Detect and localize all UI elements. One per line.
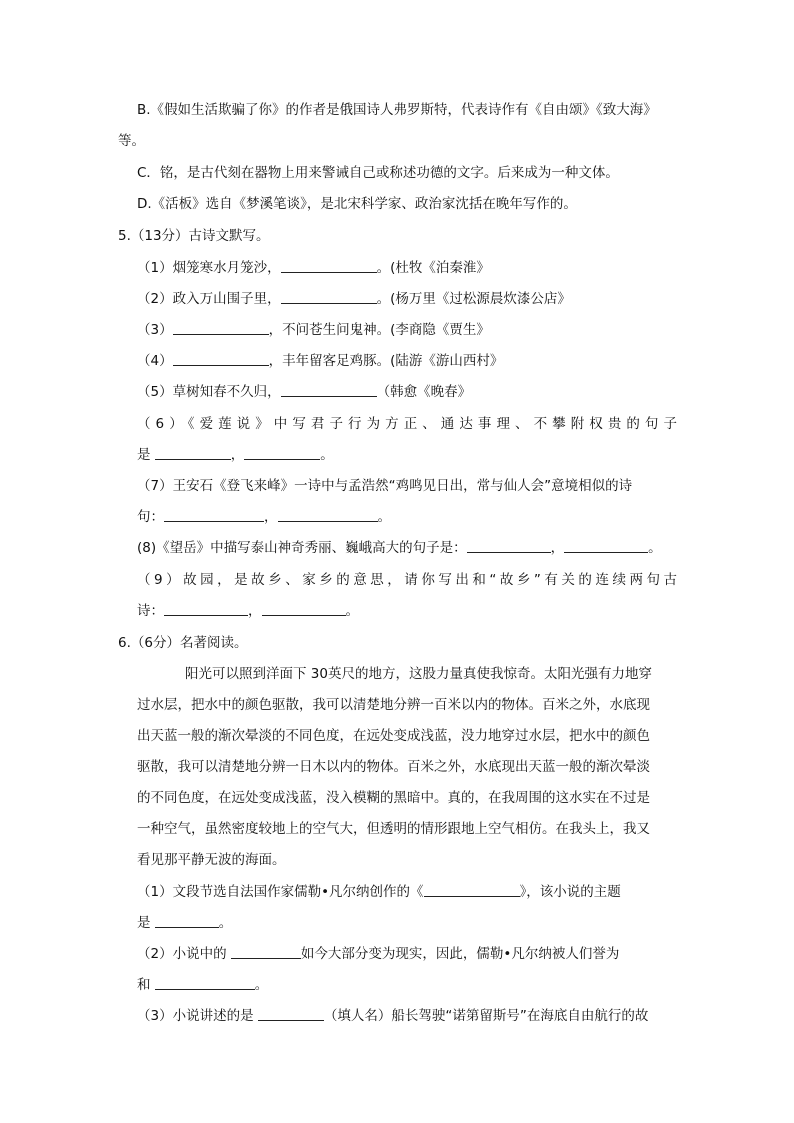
q6-passage-line-7: [137, 850, 794, 870]
option-c: [137, 163, 794, 183]
q6-title-text: 6.（6分）名著阅读。: [118, 635, 248, 651]
q5-item-6-text: （6）《爱莲说》中写君子行为方正、通达事理、不攀附权贵的句子: [137, 416, 677, 432]
q6-sub-3: [137, 1006, 794, 1026]
q6-passage-text: 出天蓝一般的渐次晕淡的不同色度，在远处变成浅蓝，没力地穿过水层，把水中的颜色: [137, 728, 650, 744]
option-b-line2: [118, 131, 794, 151]
q5-item-6-end: 。: [320, 447, 334, 463]
q5-item-9-text: （9）故园，是故乡、家乡的意思，请你写出和“故乡”有关的连续两句古: [137, 572, 677, 588]
q5-item-3-post: ，不问苍生问鬼神。(李商隐《贾生》: [268, 322, 490, 338]
q6-sub-2-line2: [137, 975, 794, 995]
q5-item-9-sep: ，: [248, 603, 262, 619]
q6-sub-1-line2-pre: 是: [137, 915, 151, 931]
q5-item-8-blank-2: [564, 538, 648, 553]
q5-title: [118, 226, 794, 246]
q5-item-9-pre: 诗：: [137, 603, 164, 619]
q5-item-2: [137, 289, 794, 309]
q5-item-5-blank: [281, 382, 377, 397]
q5-item-6-line2: [137, 445, 794, 465]
q6-sub-1-blank-2: [155, 913, 219, 928]
q5-item-1: [137, 258, 794, 278]
q5-item-7-line1: [137, 476, 677, 496]
q5-title-text: 5.（13分）古诗文默写。: [118, 228, 270, 244]
q5-item-9-blank-2: [262, 601, 346, 616]
option-d-text: D.《活板》选自《梦溪笔谈》，是北宋科学家、政治家沈括在晚年写作的。: [137, 196, 577, 212]
q5-item-1-blank: [281, 258, 377, 273]
q6-sub-1-post: 》，该小说的主题: [519, 884, 621, 900]
q6-title: [118, 633, 794, 653]
q5-item-9-line1: [137, 570, 677, 590]
q5-item-9-end: 。: [345, 603, 359, 619]
q5-item-4-pre: （4）: [137, 353, 173, 369]
q5-item-6-line1: [137, 414, 677, 434]
q5-item-8: [137, 538, 794, 558]
q5-item-7-sep: ，: [264, 509, 278, 525]
option-b-text-cont: 等。: [118, 133, 145, 149]
q6-passage-line-2: [137, 695, 794, 715]
q6-sub-2-line1: [137, 944, 794, 964]
q6-sub-2-pre: （2）小说中的: [137, 946, 227, 962]
q5-item-5-pre: （5）草树知春不久归，: [137, 384, 281, 400]
q6-sub-1-pre: （1）文段节选自法国作家儒勒•凡尔纳创作的《: [137, 884, 424, 900]
q5-item-2-blank: [281, 289, 377, 304]
q5-item-6-blank-2: [244, 445, 320, 460]
q5-item-7-text: （7）王安石《登飞来峰》一诗中与孟浩然“鸡鸣见日出，常与仙人会”意境相似的诗: [137, 478, 633, 494]
q5-item-7-end: 。: [377, 509, 391, 525]
q5-item-8-sep: ，: [550, 540, 565, 556]
q6-sub-1-line2-end: 。: [218, 915, 233, 931]
q6-passage-line-6: [137, 819, 794, 839]
q5-item-7-line2: [137, 507, 794, 527]
q6-sub-2-post: 如今大部分变为现实，因此，儒勒•凡尔纳被人们誉为: [300, 946, 620, 962]
q6-passage-text: 驱散，我可以清楚地分辨一日木以内的物体。百米之外，水底现出天蓝一般的渐次晕淡: [137, 759, 650, 775]
q5-item-6-blank-1: [155, 445, 231, 460]
q6-sub-2-line2-pre: 和: [137, 977, 151, 993]
q5-item-6-sep: ，: [230, 447, 245, 463]
q5-item-5: [137, 382, 794, 402]
q6-sub-2-line2-end: 。: [254, 977, 269, 993]
q5-item-7-blank-2: [278, 507, 378, 522]
q6-sub-1-line1: [137, 882, 794, 902]
option-b-line1: [137, 100, 677, 120]
option-d: [137, 194, 794, 214]
q6-sub-1-line2: [137, 913, 794, 933]
q6-sub-2-blank-1: [231, 944, 301, 959]
option-c-text: C．铭，是古代刻在器物上用来警诫自己或称述功德的文字。后来成为一种文体。: [137, 165, 619, 181]
q6-passage-text: 过水层，把水中的颜色驱散，我可以清楚地分辨一百米以内的物体。百米之外，水底现: [137, 697, 650, 713]
q5-item-3-blank: [173, 320, 269, 335]
q5-item-9-blank-1: [164, 601, 248, 616]
q5-item-2-pre: （2）政入万山围子里，: [137, 291, 281, 307]
q5-item-9-line2: [137, 601, 794, 621]
q5-item-2-post: 。(杨万里《过松源晨炊漆公店》: [376, 291, 571, 307]
q6-passage-text: 一种空气，虽然密度较地上的空气大，但透明的情形跟地上空气相仿。在我头上，我又: [137, 821, 650, 837]
q6-passage-line-4: [137, 757, 794, 777]
q5-item-4-blank: [173, 351, 269, 366]
q5-item-8-pre: (8)《望岳》中描写泰山神奇秀丽、巍峨高大的句子是：: [137, 540, 467, 556]
q6-passage-line-5: [137, 788, 794, 808]
q5-item-4: [137, 351, 794, 371]
q6-passage-line-1: [185, 664, 794, 684]
q6-passage-line-3: [137, 726, 794, 746]
q6-passage-text: 的不同色度，在远处变成浅蓝，没入模糊的黑暗中。真的，在我周围的这水实在不过是: [137, 790, 650, 806]
q5-item-3: [137, 320, 794, 340]
q5-item-1-post: 。(杜牧《泊秦淮》: [376, 260, 490, 276]
q6-sub-1-blank-1: [424, 882, 520, 897]
q5-item-7-pre: 句：: [137, 509, 164, 525]
q6-sub-3-post: （填人名）船长驾驶“诺第留斯号”在海底自由航行的故: [323, 1008, 649, 1024]
q5-item-3-pre: （3）: [137, 322, 173, 338]
q6-sub-2-blank-2: [155, 975, 255, 990]
q5-item-8-blank-1: [467, 538, 551, 553]
q5-item-1-pre: （1）烟笼寒水月笼沙，: [137, 260, 281, 276]
q6-sub-3-blank: [258, 1006, 324, 1021]
q5-item-5-post: （韩愈《晚春》: [376, 384, 472, 400]
q5-item-6-pre: 是: [137, 447, 151, 463]
option-b-text: B.《假如生活欺骗了你》的作者是俄国诗人弗罗斯特，代表诗作有《自由颂》《致大海》: [137, 102, 657, 118]
q6-sub-3-pre: （3）小说讲述的是: [137, 1008, 254, 1024]
q5-item-8-end: 。: [648, 540, 662, 556]
q5-item-7-blank-1: [164, 507, 264, 522]
q6-passage-text: 看见那平静无波的海面。: [137, 852, 286, 868]
q5-item-4-post: ，丰年留客足鸡豚。(陆游《游山西村》: [268, 353, 504, 369]
q6-passage-text: 阳光可以照到洋面下 30英尺的地方，这股力量真使我惊奇。太阳光强有力地穿: [185, 666, 652, 682]
